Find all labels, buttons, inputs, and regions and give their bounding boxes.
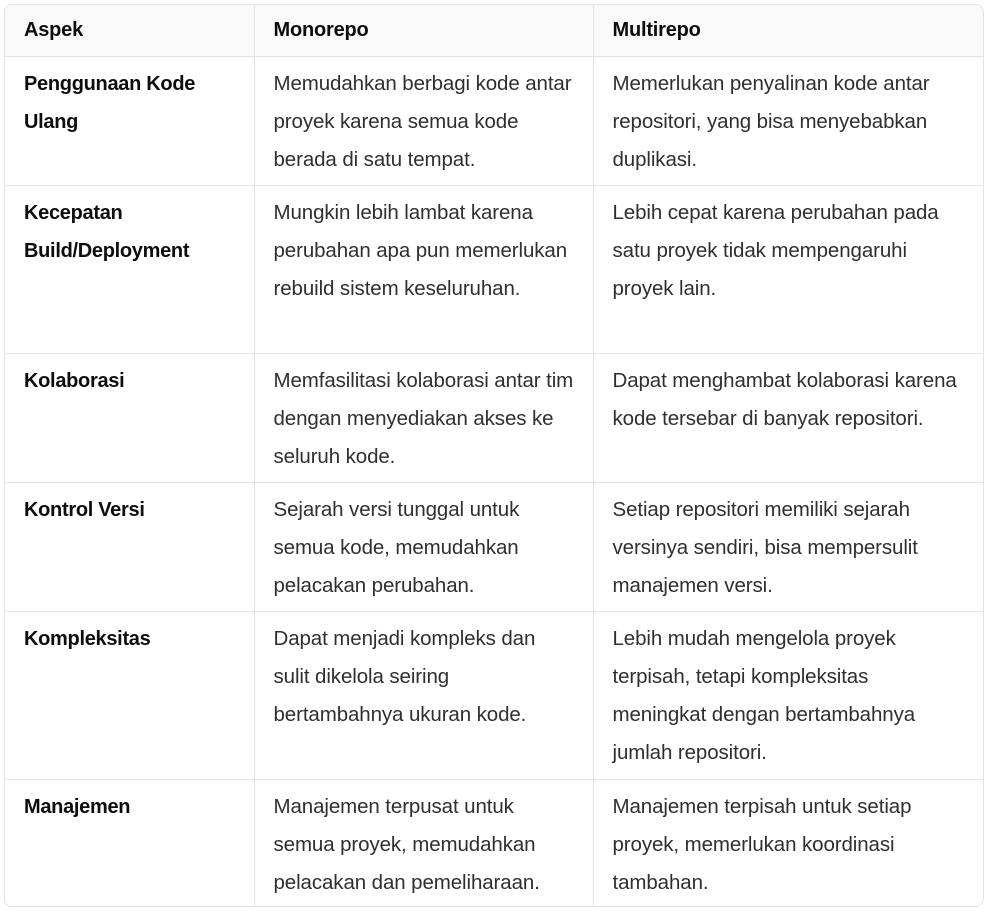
cell-monorepo: Memfasilitasi kolaborasi antar tim dengan menyediakan akses ke seluruh kode. (254, 354, 593, 483)
table-row (5, 612, 983, 780)
cell-multirepo: Dapat menghambat kolaborasi karena kode tersebar di banyak repositori. (593, 354, 983, 483)
table-row (5, 780, 983, 908)
header-multirepo: Multirepo (593, 5, 983, 57)
cell-monorepo: Memudahkan berbagi kode antar proyek karena semua kode berada di satu tempat. (254, 57, 593, 186)
cell-aspect: Kontrol Versi (5, 483, 254, 612)
cell-aspect: Kecepatan Build/Deployment (5, 186, 254, 354)
header-row (5, 5, 983, 57)
cell-multirepo: Lebih mudah mengelola proyek terpisah, tetapi kompleksitas meningkat dengan bertambahnya jumlah repositori. (593, 612, 983, 780)
comparison-table (5, 5, 983, 907)
cell-aspect: Penggunaan Kode Ulang (5, 57, 254, 186)
header-monorepo: Monorepo (254, 5, 593, 57)
table-row (5, 354, 983, 483)
table-row (5, 186, 983, 354)
table-header (5, 5, 983, 57)
cell-multirepo: Lebih cepat karena perubahan pada satu proyek tidak mempengaruhi proyek lain. (593, 186, 983, 354)
header-aspek: Aspek (5, 5, 254, 57)
cell-monorepo: Dapat menjadi kompleks dan sulit dikelola seiring bertambahnya ukuran kode. (254, 612, 593, 780)
cell-multirepo: Setiap repositori memiliki sejarah versinya sendiri, bisa mempersulit manajemen versi. (593, 483, 983, 612)
cell-multirepo: Manajemen terpisah untuk setiap proyek, memerlukan koordinasi tambahan. (612, 795, 912, 894)
table-row (5, 483, 983, 612)
table-row (5, 57, 983, 186)
cell-monorepo: Sejarah versi tunggal untuk semua kode, memudahkan pelacakan perubahan. (254, 483, 593, 612)
cell-aspect: Kolaborasi (5, 354, 254, 483)
comparison-table-container (4, 4, 984, 907)
cell-aspect: Manajemen (5, 780, 254, 908)
cell-monorepo: Mungkin lebih lambat karena perubahan apa pun memerlukan rebuild sistem keseluruhan. (254, 186, 593, 354)
cell-aspect: Kompleksitas (5, 612, 254, 780)
cell-monorepo: Manajemen terpusat untuk semua proyek, memudahkan pelacakan dan pemeliharaan. (254, 780, 593, 908)
table-body (5, 57, 983, 908)
cell-multirepo: Memerlukan penyalinan kode antar repositori, yang bisa menyebabkan duplikasi. (593, 57, 983, 186)
